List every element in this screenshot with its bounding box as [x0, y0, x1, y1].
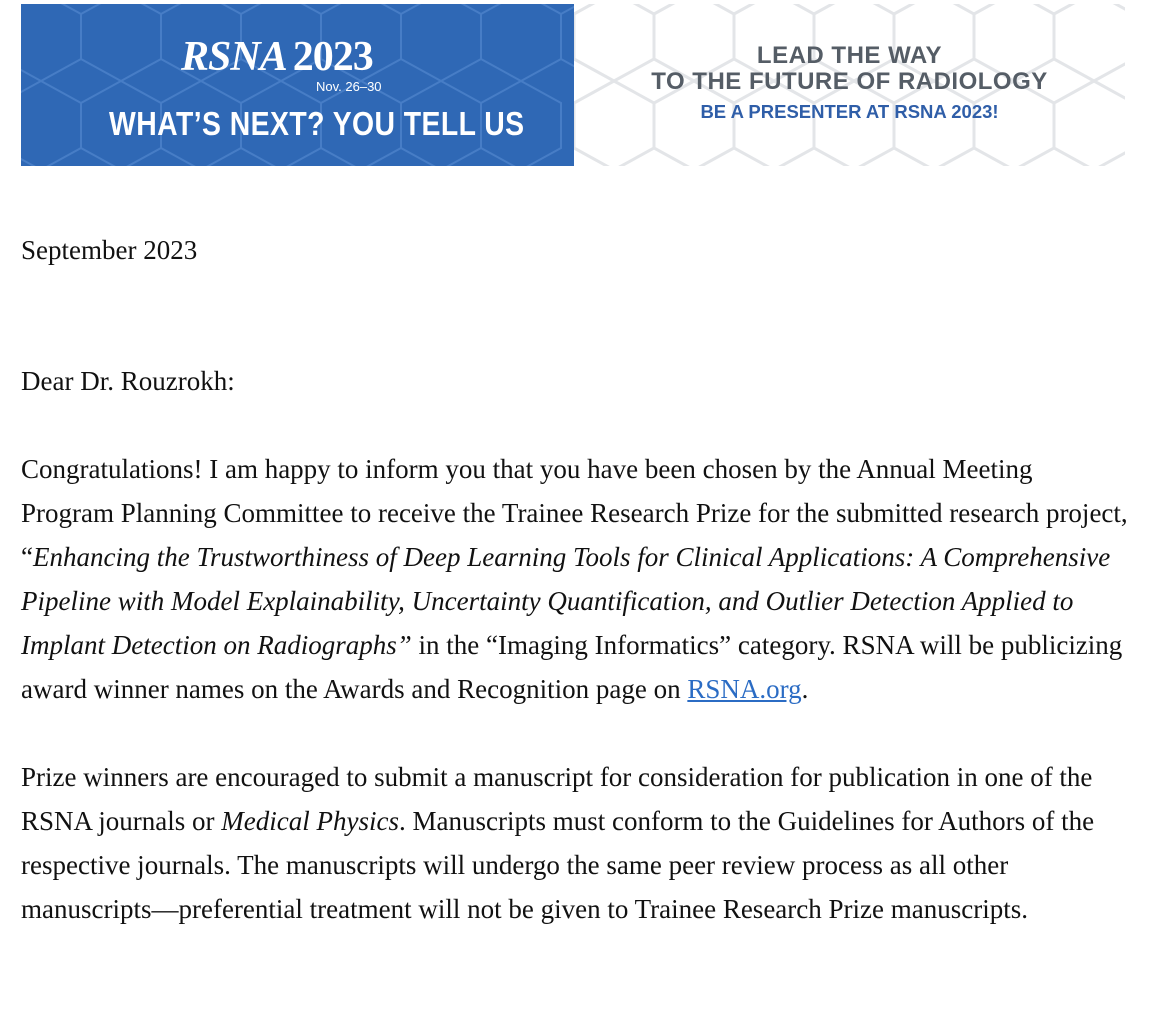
banner-tagline: WHAT’S NEXT? YOU TELL US: [109, 105, 525, 142]
paragraph-end: .: [801, 674, 809, 704]
paragraph-category: in the “Imaging Informatics” category. RSNA will be publicizing award winner names on the Awards and Recognition page on: [21, 630, 1123, 704]
manuscript-part-1: Prize winners are encouraged to submit a manuscript for consideration for publication in one of the RSNA journals or: [21, 762, 1093, 836]
journal-name: Medical Physics: [221, 806, 399, 836]
rsna-banner[interactable]: [21, 4, 1125, 166]
promo-line-3: BE A PRESENTER AT RSNA 2023!: [700, 101, 999, 122]
letter-date: September 2023: [21, 235, 198, 265]
banner-promo-panel: [574, 4, 1125, 166]
letter-body: [21, 228, 1131, 931]
banner-logo-panel: [21, 4, 574, 166]
manuscript-part-2: . Manuscripts must conform to the Guidelines for Authors of the respective journals. The manuscripts will undergo the same peer review process as all other manuscripts—preferential treatment will not be given to Trainee Research Prize manuscripts.: [21, 806, 1095, 924]
rsna-org-link[interactable]: RSNA.org: [687, 674, 802, 704]
logo-brand: RSNA: [181, 34, 287, 80]
project-title: Enhancing the Trustworthiness of Deep Learning Tools for Clinical Applications: A Comprehensive Pipeline with Model Explainability, Uncertainty Quantification, and Outlier Detection Applied to Implant Detection on Radiographs”: [21, 542, 1111, 660]
presenter-promo: [574, 44, 1125, 122]
promo-line-1: LEAD THE WAY: [756, 42, 943, 69]
manuscript-paragraph: [21, 755, 1131, 931]
rsna-logo: [181, 36, 373, 78]
congratulations-paragraph: [21, 447, 1131, 711]
promo-line-2: TO THE FUTURE OF RADIOLOGY: [651, 68, 1048, 95]
paragraph-intro: Congratulations! I am happy to inform you that you have been chosen by the Annual Meeting Program Planning Committee to receive the Trainee Research Prize for the submitted research project, “: [21, 454, 1128, 572]
logo-year: 2023: [292, 34, 373, 80]
letter-salutation: Dear Dr. Rouzrokh:: [21, 366, 235, 396]
meeting-dates: Nov. 26–30: [316, 79, 382, 94]
